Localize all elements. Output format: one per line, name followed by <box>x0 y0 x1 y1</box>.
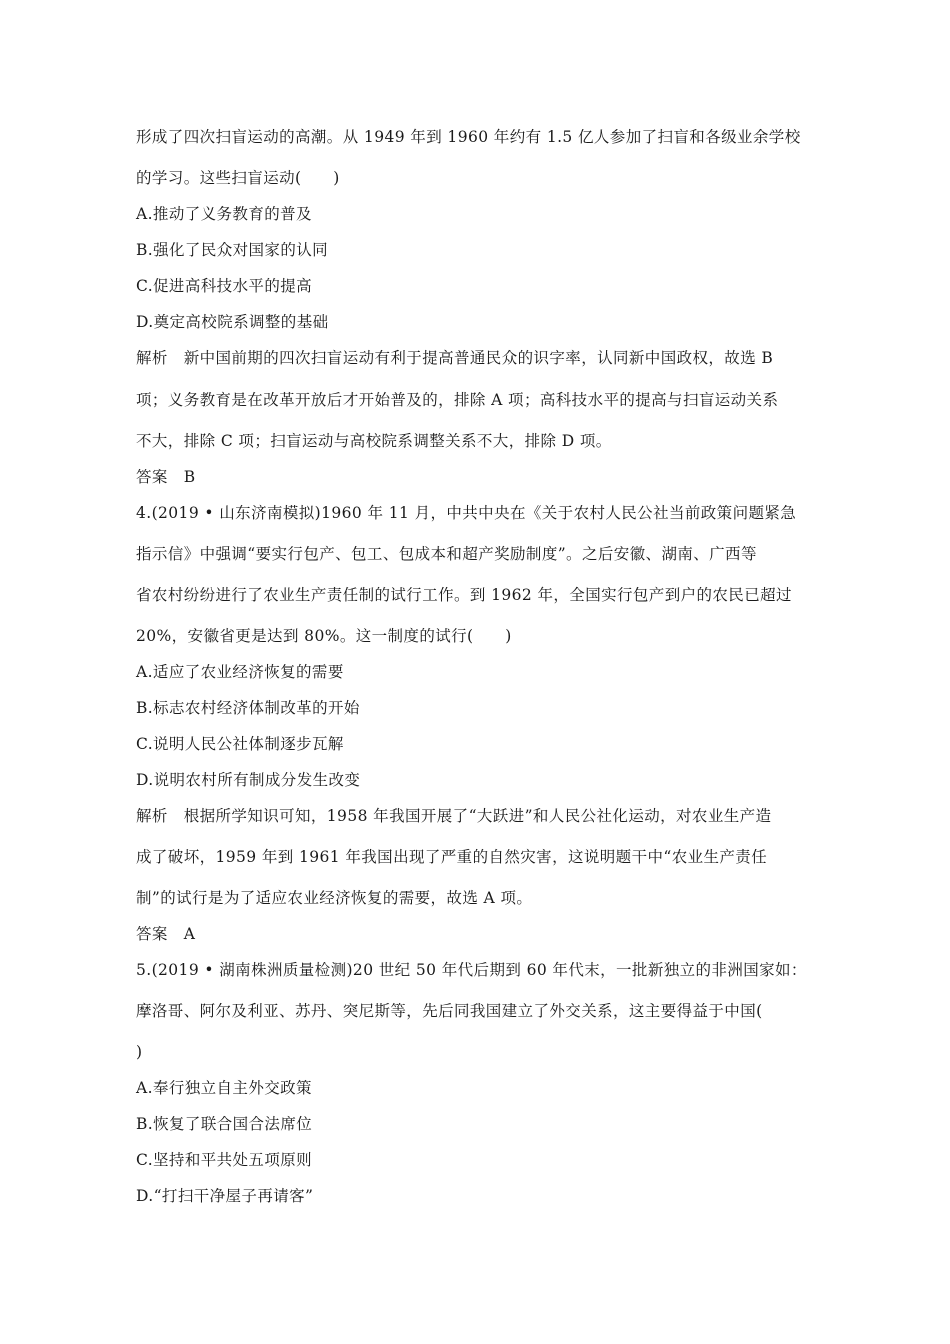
q3-option-d: D.奠定高校院系调整的基础 <box>136 313 329 331</box>
q4-option-c: C.说明人民公社体制逐步瓦解 <box>136 735 344 753</box>
q3-stem-line-2: 的学习。这些扫盲运动( ) <box>136 169 340 187</box>
q4-analysis-line-3: 制”的试行是为了适应农业经济恢复的需要，故选 A 项。 <box>136 889 533 907</box>
q3-answer: 答案 B <box>136 468 196 486</box>
q3-option-a: A.推动了义务教育的普及 <box>136 205 312 223</box>
q5-option-b: B.恢复了联合国合法席位 <box>136 1115 313 1133</box>
q4-option-a: A.适应了农业经济恢复的需要 <box>136 663 344 681</box>
q4-option-d: D.说明农村所有制成分发生改变 <box>136 771 361 789</box>
q3-analysis-line-3: 不大，排除 C 项；扫盲运动与高校院系调整关系不大，排除 D 项。 <box>136 432 612 450</box>
q4-stem-line-3: 省农村纷纷进行了农业生产责任制的试行工作。到 1962 年，全国实行包产到户的农民已超过 <box>136 586 792 604</box>
q4-stem-line-2: 指示信》中强调“要实行包产、包工、包成本和超产奖励制度”。之后安徽、湖南、广西等 <box>136 545 757 563</box>
q5-stem-line-1: 5.(2019 • 湖南株洲质量检测)20 世纪 50 年代后期到 60 年代末，一批新独立的非洲国家如： <box>136 961 807 979</box>
q5-option-c: C.坚持和平共处五项原则 <box>136 1151 313 1169</box>
q4-analysis-line-2: 成了破坏，1959 年到 1961 年我国出现了严重的自然灾害，这说明题干中“农业生产责任 <box>136 848 768 866</box>
q4-stem-line-4: 20%，安徽省更是达到 80%。这一制度的试行( ) <box>136 627 512 645</box>
q4-answer: 答案 A <box>136 925 196 943</box>
q3-stem-line-1: 形成了四次扫盲运动的高潮。从 1949 年到 1960 年约有 1.5 亿人参加了扫盲和各级业余学校 <box>136 128 801 146</box>
q4-option-b: B.标志农村经济体制改革的开始 <box>136 699 360 717</box>
q5-stem-line-3: ) <box>136 1043 143 1061</box>
q5-option-a: A.奉行独立自主外交政策 <box>136 1079 312 1097</box>
q5-stem-line-2: 摩洛哥、阿尔及利亚、苏丹、突尼斯等，先后同我国建立了外交关系，这主要得益于中国( <box>136 1002 763 1020</box>
q3-analysis-line-1: 解析 新中国前期的四次扫盲运动有利于提高普通民众的识字率，认同新中国政权，故选 B <box>136 349 774 367</box>
q4-stem-line-1: 4.(2019 • 山东济南模拟)1960 年 11 月，中共中央在《关于农村人民公社当前政策问题紧急 <box>136 504 797 522</box>
q3-option-b: B.强化了民众对国家的认同 <box>136 241 329 259</box>
q3-analysis-line-2: 项；义务教育是在改革开放后才开始普及的，排除 A 项；高科技水平的提高与扫盲运动关系 <box>136 391 779 409</box>
q5-option-d: D.“打扫干净屋子再请客” <box>136 1187 314 1205</box>
q3-option-c: C.促进高科技水平的提高 <box>136 277 313 295</box>
q4-analysis-line-1: 解析 根据所学知识可知，1958 年我国开展了“大跃进”和人民公社化运动，对农业生产造 <box>136 807 772 825</box>
